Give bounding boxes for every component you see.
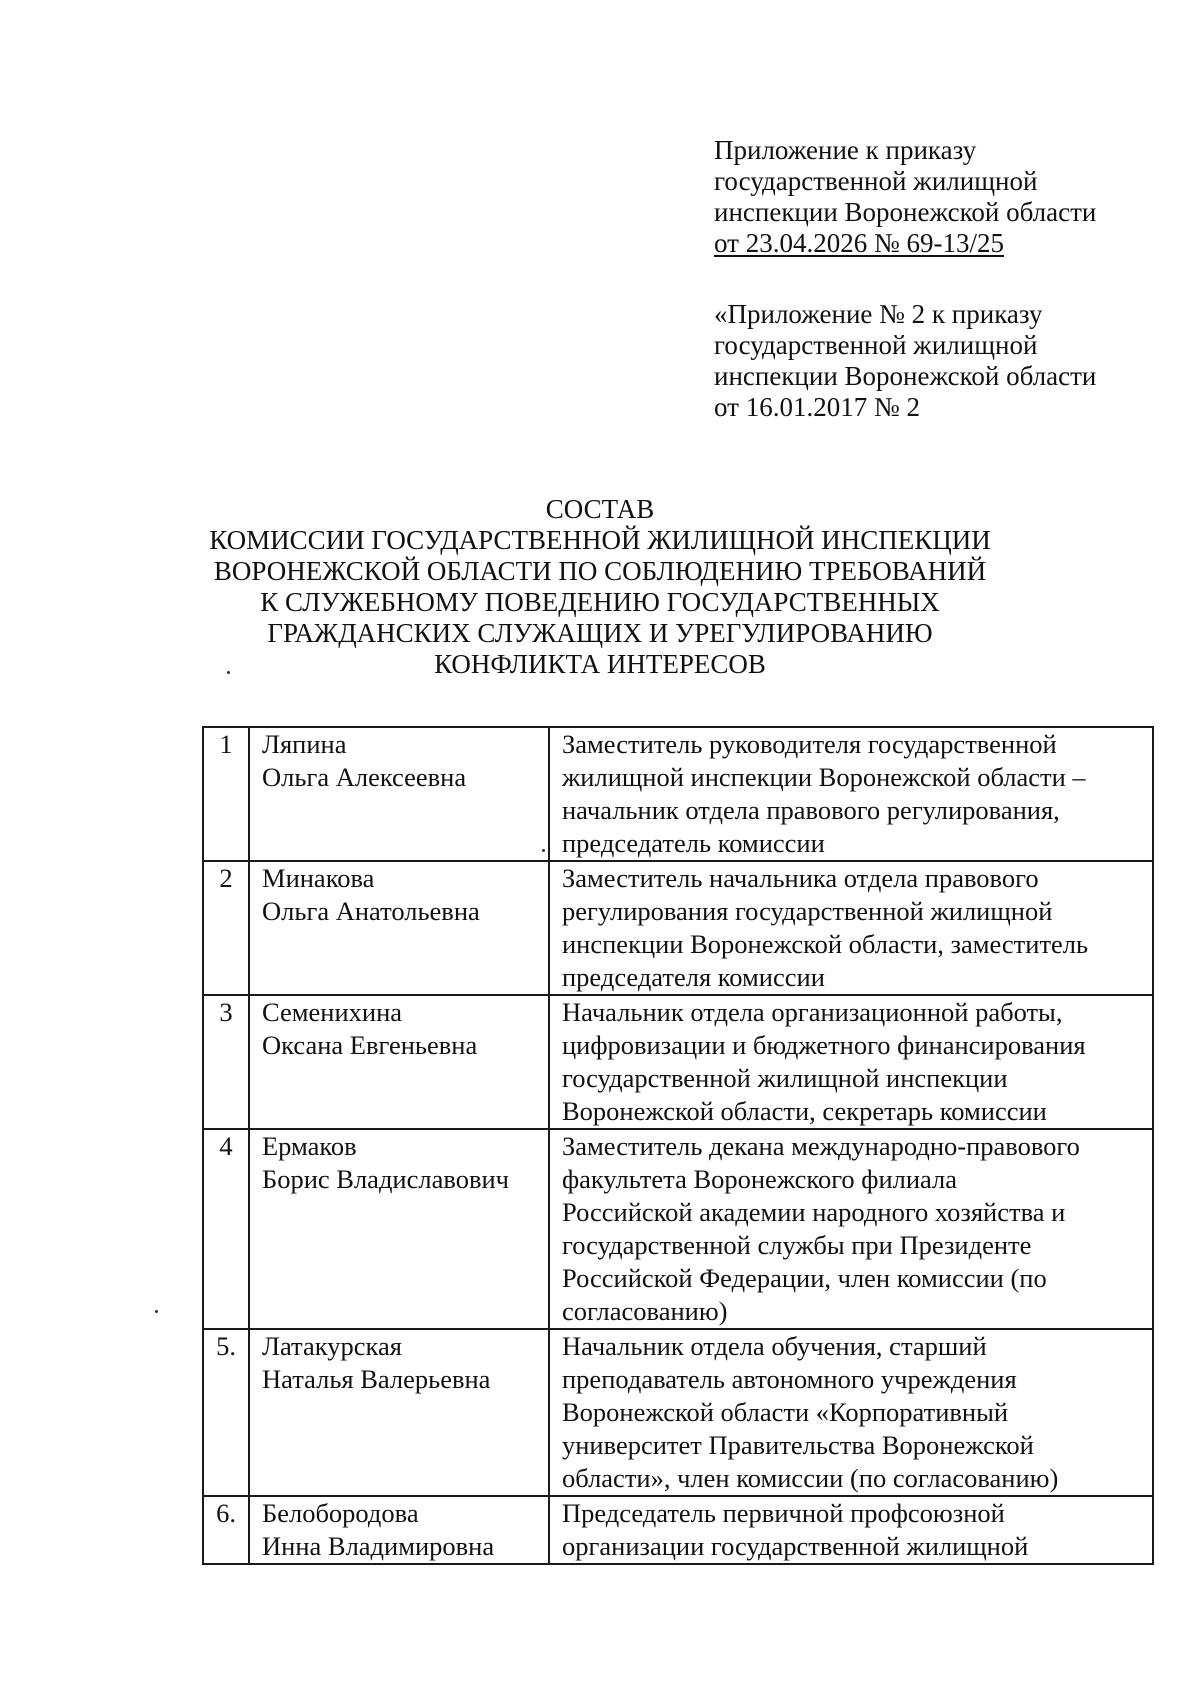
member-name <box>249 1496 549 1564</box>
position-line: Российской академии народного хозяйства и <box>562 1197 1066 1227</box>
scan-speck <box>227 671 230 674</box>
position-line: Начальник отдела организационной работы, <box>562 997 1063 1027</box>
member-number: 2 <box>203 861 249 995</box>
position-line: жилищной инспекции Воронежской области – <box>562 762 1086 792</box>
table-row <box>203 861 1153 995</box>
member-given-names: Борис Владиславович <box>262 1164 509 1194</box>
appendix-line: государственной жилищной <box>714 330 1038 360</box>
commission-members-table <box>202 726 1154 1565</box>
member-surname: Латакурская <box>262 1331 402 1361</box>
member-surname: Минакова <box>262 863 375 893</box>
appendix-line: инспекции Воронежской области <box>714 197 1097 227</box>
appendix-line: государственной жилищной <box>714 166 1038 196</box>
position-line: Начальник отдела обучения, старший <box>562 1331 987 1361</box>
document-title <box>180 494 1020 680</box>
scan-speck <box>155 1310 158 1313</box>
appendix-line: Приложение к приказу <box>714 135 977 165</box>
title-line: К СЛУЖЕБНОМУ ПОВЕДЕНИЮ ГОСУДАРСТВЕННЫХ <box>260 587 940 617</box>
title-line: ВОРОНЕЖСКОЙ ОБЛАСТИ ПО СОБЛЮДЕНИЮ ТРЕБОВАНИЙ <box>213 556 987 586</box>
position-line: Воронежской области, секретарь комиссии <box>562 1096 1047 1126</box>
position-line: Председатель первичной профсоюзной <box>562 1498 1005 1528</box>
position-line: Заместитель декана международно-правового <box>562 1131 1080 1161</box>
scan-speck <box>542 849 545 852</box>
member-position <box>549 1329 1153 1496</box>
table-row <box>203 1329 1153 1496</box>
position-line: Заместитель начальника отдела правового <box>562 863 1039 893</box>
table-row <box>203 727 1153 861</box>
table-row <box>203 995 1153 1129</box>
position-line: организации государственной жилищной <box>562 1531 1029 1561</box>
member-number: 4 <box>203 1129 249 1329</box>
member-surname: Ляпина <box>262 729 347 759</box>
member-position <box>549 1129 1153 1329</box>
appendix-original-header <box>714 299 1096 423</box>
member-surname: Белобородова <box>262 1498 419 1528</box>
member-surname: Семенихина <box>262 997 403 1027</box>
member-position <box>549 861 1153 995</box>
member-number: 3 <box>203 995 249 1129</box>
member-given-names: Оксана Евгеньевна <box>262 1030 478 1060</box>
member-number: 5. <box>203 1329 249 1496</box>
member-number: 1 <box>203 727 249 861</box>
title-line: СОСТАВ <box>545 494 655 524</box>
member-surname: Ермаков <box>262 1131 357 1161</box>
position-line: государственной службы при Президенте <box>562 1230 1032 1260</box>
title-line: ГРАЖДАНСКИХ СЛУЖАЩИХ И УРЕГУЛИРОВАНИЮ <box>267 618 933 648</box>
position-line: цифровизации и бюджетного финансирования <box>562 1030 1086 1060</box>
title-line: КОНФЛИКТА ИНТЕРЕСОВ <box>434 649 766 679</box>
member-given-names: Наталья Валерьевна <box>262 1364 491 1394</box>
position-line: регулирования государственной жилищной <box>562 896 1053 926</box>
member-given-names: Инна Владимировна <box>262 1531 495 1561</box>
appendix-line: инспекции Воронежской области <box>714 361 1097 391</box>
title-line: КОМИССИИ ГОСУДАРСТВЕННОЙ ЖИЛИЩНОЙ ИНСПЕКЦИИ <box>209 525 991 555</box>
member-name <box>249 1129 549 1329</box>
member-number: 6. <box>203 1496 249 1564</box>
member-name <box>249 727 549 861</box>
position-line: государственной жилищной инспекции <box>562 1063 1008 1093</box>
position-line: преподаватель автономного учреждения <box>562 1364 1017 1394</box>
position-line: области», член комиссии (по согласованию) <box>562 1463 1059 1493</box>
position-line: председателя комиссии <box>562 962 825 992</box>
member-name <box>249 995 549 1129</box>
member-position <box>549 727 1153 861</box>
appendix-current-header <box>714 135 1096 259</box>
position-line: Воронежской области «Корпоративный <box>562 1397 1009 1427</box>
appendix-order-date: от 16.01.2017 № 2 <box>714 392 920 422</box>
position-line: университет Правительства Воронежской <box>562 1430 1034 1460</box>
position-line: факультета Воронежского филиала <box>562 1164 958 1194</box>
member-position <box>549 995 1153 1129</box>
appendix-order-date: от 23.04.2026 № 69-13/25 <box>714 228 1004 258</box>
member-position <box>549 1496 1153 1564</box>
position-line: начальник отдела правового регулирования, <box>562 795 1060 825</box>
table-row <box>203 1496 1153 1564</box>
appendix-line: «Приложение № 2 к приказу <box>714 299 1043 329</box>
table-row <box>203 1129 1153 1329</box>
position-line: согласованию) <box>562 1296 728 1326</box>
position-line: Заместитель руководителя государственной <box>562 729 1057 759</box>
position-line: инспекции Воронежской области, заместитель <box>562 929 1089 959</box>
member-name <box>249 1329 549 1496</box>
member-given-names: Ольга Анатольевна <box>262 896 480 926</box>
position-line: председатель комиссии <box>562 828 825 858</box>
member-name <box>249 861 549 995</box>
position-line: Российской Федерации, член комиссии (по <box>562 1263 1047 1293</box>
member-given-names: Ольга Алексеевна <box>262 762 467 792</box>
